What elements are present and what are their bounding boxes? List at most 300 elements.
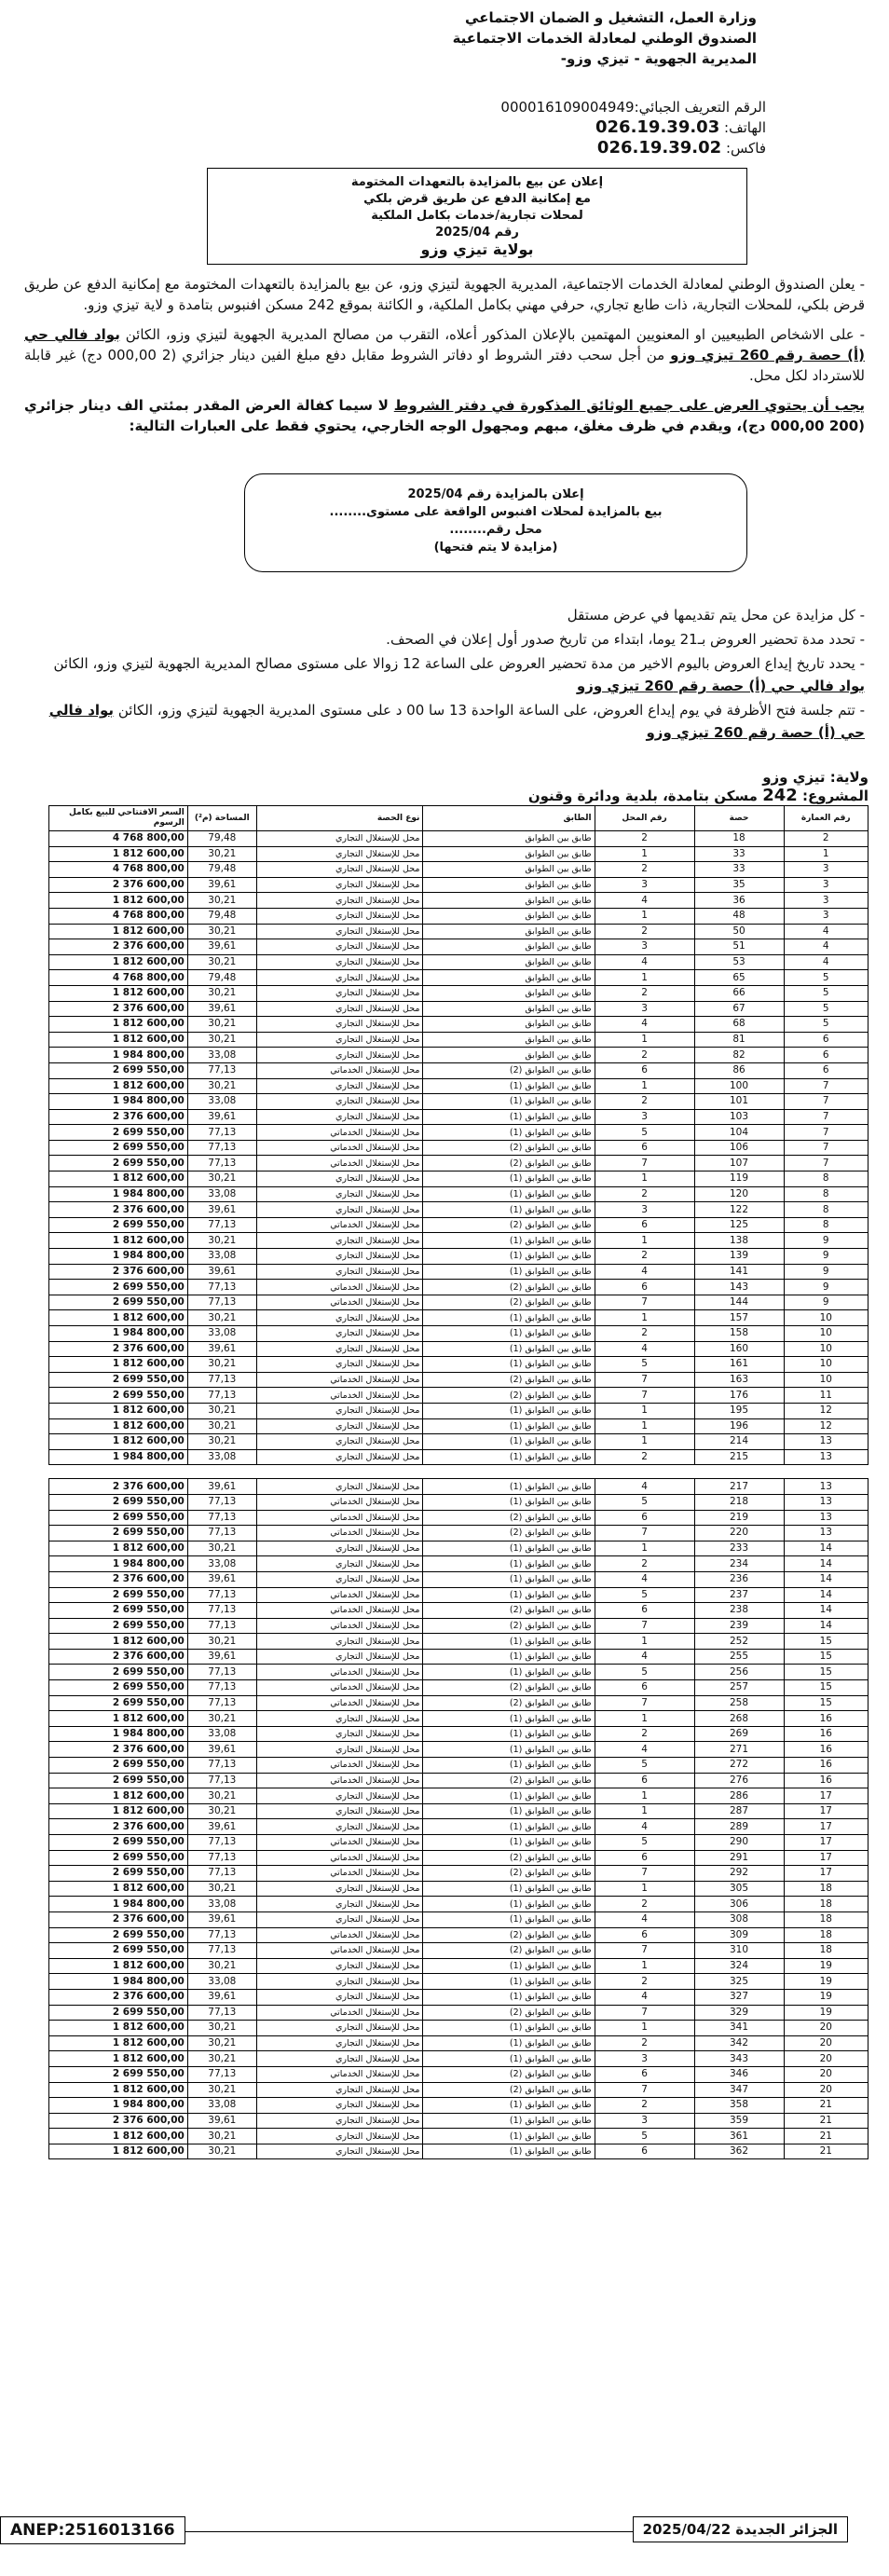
cell-shop-number: 5 [595, 1494, 694, 1510]
cell-area: 77,13 [187, 1156, 256, 1172]
cell-floor: طابق بين الطوابق (1) [423, 1403, 595, 1418]
cell-price: 2 699 550,00 [49, 1695, 188, 1711]
cell-type: محل للإستغلال الخدماتي [256, 1603, 423, 1619]
cell-shop-number: 2 [595, 1974, 694, 1990]
cell-shop-number: 1 [595, 1233, 694, 1249]
requirements-emphasis: يجب أن يحتوي العرض على جميع الوثائق المذكورة في دفتر الشروط [393, 397, 865, 414]
cell-building: 16 [784, 1711, 868, 1727]
cell-price: 2 699 550,00 [49, 1927, 188, 1943]
table-row [49, 2113, 868, 2129]
cell-area: 30,21 [187, 1032, 256, 1048]
envelope-l4: (مزايدة لا يتم فتحها) [433, 541, 558, 555]
cell-area: 30,21 [187, 2144, 256, 2159]
cell-shop-number: 6 [595, 1510, 694, 1526]
cell-price: 1 812 600,00 [49, 924, 188, 939]
notice-title-l2: مع إمكانية الدفع عن طريق قرض بلكي [363, 192, 591, 206]
notice-title-l5: بولاية تيزي وزو [420, 240, 534, 258]
cell-shop-number: 1 [595, 1172, 694, 1187]
cell-price: 1 812 600,00 [49, 1881, 188, 1897]
table-row [49, 1911, 868, 1927]
cell-area: 77,13 [187, 1758, 256, 1774]
cell-building: 5 [784, 1001, 868, 1017]
cell-price: 2 699 550,00 [49, 1680, 188, 1696]
table-row [49, 893, 868, 909]
cell-floor: طابق بين الطوابق (1) [423, 1479, 595, 1495]
cell-shop-number: 7 [595, 1295, 694, 1310]
cell-lot: 158 [694, 1326, 784, 1342]
cell-floor: طابق بين الطوابق (1) [423, 2113, 595, 2129]
table-row [49, 939, 868, 955]
cell-price: 2 699 550,00 [49, 1280, 188, 1295]
cell-shop-number: 1 [595, 1434, 694, 1450]
cell-type: محل للإستغلال الخدماتي [256, 1280, 423, 1295]
cell-building: 8 [784, 1172, 868, 1187]
cell-price: 1 812 600,00 [49, 1032, 188, 1048]
cell-building: 10 [784, 1326, 868, 1342]
cell-floor: طابق بين الطوابق (2) [423, 1217, 595, 1233]
table-row [49, 1711, 868, 1727]
cell-shop-number: 7 [595, 1618, 694, 1634]
cell-floor: طابق بين الطوابق (1) [423, 1788, 595, 1804]
cell-lot: 268 [694, 1711, 784, 1727]
cell-floor: طابق بين الطوابق [423, 1017, 595, 1033]
cell-price: 1 812 600,00 [49, 1434, 188, 1450]
cell-floor: طابق بين الطوابق (1) [423, 1587, 595, 1603]
cell-shop-number: 2 [595, 924, 694, 939]
cell-type: محل للإستغلال الخدماتي [256, 1494, 423, 1510]
cell-lot: 310 [694, 1943, 784, 1959]
cell-price: 2 376 600,00 [49, 1341, 188, 1357]
conditions-list [21, 604, 868, 744]
cell-floor: طابق بين الطوابق (1) [423, 1202, 595, 1218]
cell-type: محل للإستغلال التجاري [256, 1048, 423, 1063]
fax-row [21, 138, 766, 158]
cell-price: 2 699 550,00 [49, 1866, 188, 1882]
cell-building: 9 [784, 1233, 868, 1249]
cell-floor: طابق بين الطوابق [423, 831, 595, 847]
cell-building: 12 [784, 1403, 868, 1418]
cell-area: 79,48 [187, 908, 256, 924]
cell-shop-number: 7 [595, 2082, 694, 2098]
cell-type: محل للإستغلال التجاري [256, 1897, 423, 1912]
cell-floor: طابق بين الطوابق (1) [423, 1711, 595, 1727]
cell-floor: طابق بين الطوابق (2) [423, 1295, 595, 1310]
footer [0, 2516, 848, 2550]
tax-id-row [21, 97, 766, 117]
cell-type: محل للإستغلال التجاري [256, 985, 423, 1001]
cell-area: 77,13 [187, 1372, 256, 1388]
cell-building: 7 [784, 1094, 868, 1110]
table-row [49, 1156, 868, 1172]
cell-shop-number: 5 [595, 1835, 694, 1851]
table-row [49, 1001, 868, 1017]
cell-price: 1 984 800,00 [49, 1449, 188, 1465]
cell-type: محل للإستغلال الخدماتي [256, 1943, 423, 1959]
cell-floor: طابق بين الطوابق (2) [423, 1372, 595, 1388]
table-row [49, 1989, 868, 2005]
cell-area: 30,21 [187, 2129, 256, 2144]
cell-price: 2 699 550,00 [49, 1510, 188, 1526]
header-type: نوع الحصة [256, 806, 423, 831]
cell-area: 33,08 [187, 1186, 256, 1202]
cell-lot: 324 [694, 1958, 784, 1974]
cell-floor: طابق بين الطوابق (2) [423, 1618, 595, 1634]
cell-area: 77,13 [187, 1388, 256, 1404]
cell-type: محل للإستغلال الخدماتي [256, 1510, 423, 1526]
cell-lot: 104 [694, 1125, 784, 1141]
cell-type: محل للإستغلال التجاري [256, 1017, 423, 1033]
cell-floor: طابق بين الطوابق (1) [423, 1109, 595, 1125]
cell-price: 2 376 600,00 [49, 1109, 188, 1125]
cell-lot: 48 [694, 908, 784, 924]
cell-lot: 18 [694, 831, 784, 847]
cell-price: 2 376 600,00 [49, 2113, 188, 2129]
cell-building: 9 [784, 1264, 868, 1280]
cell-floor: طابق بين الطوابق (1) [423, 1341, 595, 1357]
table-row [49, 1094, 868, 1110]
phone-row [21, 117, 766, 138]
table-row [49, 1943, 868, 1959]
cell-lot: 86 [694, 1062, 784, 1078]
cell-type: محل للإستغلال الخدماتي [256, 1927, 423, 1943]
cell-floor: طابق بين الطوابق [423, 877, 595, 893]
cell-type: محل للإستغلال الخدماتي [256, 1758, 423, 1774]
cell-type: محل للإستغلال التجاري [256, 1233, 423, 1249]
cell-area: 33,08 [187, 1974, 256, 1990]
cell-building: 14 [784, 1556, 868, 1572]
table-row [49, 1803, 868, 1819]
cell-lot: 107 [694, 1156, 784, 1172]
cell-shop-number: 7 [595, 1943, 694, 1959]
table-row [49, 1897, 868, 1912]
paragraph-announcement: - يعلن الصندوق الوطني لمعادلة الخدمات الاجتماعية، المديرية الجهوية لتيزي وزو، عن بيع بالمزايدة بالتعهدات المختومة مع إمكانية الدفع عن طريق قرض بلكي، للمحلات التجارية، ذات طابع تجاري، حرفي مهني بكامل الملكية، و الكائنة بموقع 242 مسكن افنبوس بتامدة و لاية تيزي وزو. [24, 276, 865, 313]
cell-floor: طابق بين الطوابق (1) [423, 2035, 595, 2051]
cell-area: 77,13 [187, 1062, 256, 1078]
cell-building: 16 [784, 1726, 868, 1742]
cell-lot: 329 [694, 2005, 784, 2021]
table-row [49, 908, 868, 924]
cell-building: 10 [784, 1372, 868, 1388]
cell-area: 39,61 [187, 1001, 256, 1017]
cell-lot: 141 [694, 1264, 784, 1280]
cell-shop-number: 7 [595, 1695, 694, 1711]
cell-area: 30,21 [187, 1803, 256, 1819]
cell-building: 4 [784, 954, 868, 970]
table-row [49, 1603, 868, 1619]
cell-building: 20 [784, 2035, 868, 2051]
cell-floor: طابق بين الطوابق (1) [423, 1449, 595, 1465]
cell-area: 77,13 [187, 1773, 256, 1788]
cell-price: 2 699 550,00 [49, 1140, 188, 1156]
cell-price: 2 699 550,00 [49, 2005, 188, 2021]
cell-building: 17 [784, 1850, 868, 1866]
cell-type: محل للإستغلال الخدماتي [256, 1140, 423, 1156]
cell-price: 1 984 800,00 [49, 1249, 188, 1265]
cell-type: محل للإستغلال التجاري [256, 1711, 423, 1727]
phone-label: الهاتف: [724, 119, 766, 136]
cell-shop-number: 7 [595, 1526, 694, 1541]
cell-shop-number: 2 [595, 1326, 694, 1342]
table-row [49, 1850, 868, 1866]
table-row [49, 924, 868, 939]
cell-area: 77,13 [187, 1665, 256, 1680]
table-row [49, 1310, 868, 1326]
cell-shop-number: 5 [595, 2129, 694, 2144]
cell-price: 2 376 600,00 [49, 1742, 188, 1758]
cell-building: 15 [784, 1649, 868, 1665]
cell-area: 39,61 [187, 877, 256, 893]
cell-area: 30,21 [187, 2051, 256, 2067]
cell-type: محل للإستغلال التجاري [256, 862, 423, 878]
cell-lot: 100 [694, 1078, 784, 1094]
cell-floor: طابق بين الطوابق (2) [423, 1695, 595, 1711]
cell-price: 1 984 800,00 [49, 1726, 188, 1742]
cell-type: محل للإستغلال التجاري [256, 2021, 423, 2036]
cell-shop-number: 1 [595, 1803, 694, 1819]
cell-area: 39,61 [187, 1479, 256, 1495]
cell-price: 1 812 600,00 [49, 1017, 188, 1033]
withdrawal-text-a: - على الاشخاص الطبيعيين او المعنويين المهتمين بالإعلان المذكور أعلاه، التقرب من مصالح المديرية الجهوية لتيزي وزو، الكائن [119, 326, 865, 343]
cell-area: 30,21 [187, 1233, 256, 1249]
cell-building: 16 [784, 1773, 868, 1788]
table-row [49, 1217, 868, 1233]
cell-floor: طابق بين الطوابق (1) [423, 1310, 595, 1326]
cell-floor: طابق بين الطوابق (2) [423, 1156, 595, 1172]
table-row [49, 1062, 868, 1078]
cell-type: محل للإستغلال التجاري [256, 1418, 423, 1434]
cell-building: 15 [784, 1665, 868, 1680]
cell-lot: 255 [694, 1649, 784, 1665]
cell-building: 13 [784, 1526, 868, 1541]
table-row [49, 1249, 868, 1265]
header-building: رقم العمارة [784, 806, 868, 831]
table-row [49, 1479, 868, 1495]
table-row [49, 1172, 868, 1187]
cell-shop-number: 4 [595, 1017, 694, 1033]
cell-price: 1 812 600,00 [49, 893, 188, 909]
cell-building: 7 [784, 1156, 868, 1172]
cell-floor: طابق بين الطوابق (2) [423, 1062, 595, 1078]
table-row [49, 2082, 868, 2098]
cell-area: 39,61 [187, 1264, 256, 1280]
cell-building: 3 [784, 862, 868, 878]
cell-lot: 342 [694, 2035, 784, 2051]
cell-area: 77,13 [187, 1280, 256, 1295]
cell-lot: 220 [694, 1526, 784, 1541]
cell-building: 6 [784, 1062, 868, 1078]
cell-shop-number: 1 [595, 1032, 694, 1048]
cell-shop-number: 3 [595, 2051, 694, 2067]
cell-type: محل للإستغلال التجاري [256, 939, 423, 955]
cell-type: محل للإستغلال التجاري [256, 831, 423, 847]
cell-type: محل للإستغلال التجاري [256, 893, 423, 909]
cell-type: محل للإستغلال التجاري [256, 1449, 423, 1465]
table-row [49, 1665, 868, 1680]
cell-type: محل للإستغلال الخدماتي [256, 1295, 423, 1310]
cell-building: 10 [784, 1357, 868, 1373]
table-row [49, 1233, 868, 1249]
cell-building: 18 [784, 1881, 868, 1897]
cell-building: 20 [784, 2082, 868, 2098]
cell-type: محل للإستغلال التجاري [256, 1032, 423, 1048]
table-row [49, 1819, 868, 1835]
table-row [49, 1618, 868, 1634]
cell-type: محل للإستغلال الخدماتي [256, 1866, 423, 1882]
cell-building: 15 [784, 1680, 868, 1696]
cell-area: 39,61 [187, 1989, 256, 2005]
cell-shop-number: 1 [595, 1881, 694, 1897]
cell-shop-number: 1 [595, 1310, 694, 1326]
cell-price: 1 812 600,00 [49, 1310, 188, 1326]
cell-price: 2 376 600,00 [49, 1911, 188, 1927]
cell-type: محل للإستغلال التجاري [256, 1357, 423, 1373]
cell-price: 1 812 600,00 [49, 2035, 188, 2051]
cell-price: 2 376 600,00 [49, 1479, 188, 1495]
table-row [49, 2005, 868, 2021]
cell-building: 21 [784, 2098, 868, 2114]
cell-building: 16 [784, 1742, 868, 1758]
cell-type: محل للإستغلال التجاري [256, 1434, 423, 1450]
cell-area: 77,13 [187, 1140, 256, 1156]
cell-building: 3 [784, 877, 868, 893]
cell-type: محل للإستغلال التجاري [256, 954, 423, 970]
cell-area: 39,61 [187, 1341, 256, 1357]
cell-floor: طابق بين الطوابق (1) [423, 1726, 595, 1742]
cell-price: 1 812 600,00 [49, 1958, 188, 1974]
cell-area: 30,21 [187, 1788, 256, 1804]
cell-area: 30,21 [187, 1172, 256, 1187]
cell-lot: 161 [694, 1357, 784, 1373]
table-row [49, 1109, 868, 1125]
cell-type: محل للإستغلال الخدماتي [256, 1587, 423, 1603]
requirements-text: لا سيما كفالة العرض المقدر بمئتي الف دينار جزائري (200 000,00 دج)، ويقدم في ظرف مغلق، مبهم ومجهول الوجه الخارجي، يحتوي فقط على العبارات التالية: [24, 397, 865, 434]
cell-floor: طابق بين الطوابق (1) [423, 1233, 595, 1249]
project-desc: مسكن بتامدة، بلدية ودائرة وقنون [527, 788, 763, 804]
cell-price: 2 376 600,00 [49, 1264, 188, 1280]
cell-price: 2 699 550,00 [49, 1372, 188, 1388]
table-row [49, 2144, 868, 2159]
cell-type: محل للإستغلال التجاري [256, 1571, 423, 1587]
cell-shop-number: 1 [595, 1958, 694, 1974]
cell-area: 33,08 [187, 1556, 256, 1572]
cell-type: محل للإستغلال الخدماتي [256, 2066, 423, 2082]
cell-type: محل للإستغلال الخدماتي [256, 1372, 423, 1388]
cell-area: 33,08 [187, 1048, 256, 1063]
cell-area: 39,61 [187, 939, 256, 955]
table-row [49, 1295, 868, 1310]
cell-area: 77,13 [187, 1866, 256, 1882]
cell-shop-number: 4 [595, 893, 694, 909]
cell-shop-number: 1 [595, 846, 694, 862]
table-row [49, 1866, 868, 1882]
cell-floor: طابق بين الطوابق (1) [423, 1541, 595, 1556]
cell-floor: طابق بين الطوابق (1) [423, 1649, 595, 1665]
table-row [49, 2021, 868, 2036]
cell-shop-number: 5 [595, 1357, 694, 1373]
fax-value: 026.19.39.02 [596, 138, 722, 158]
cell-area: 30,21 [187, 1078, 256, 1094]
cell-lot: 325 [694, 1974, 784, 1990]
cell-shop-number: 4 [595, 1649, 694, 1665]
cell-type: محل للإستغلال الخدماتي [256, 1680, 423, 1696]
cell-building: 10 [784, 1341, 868, 1357]
cell-lot: 287 [694, 1803, 784, 1819]
table-row [49, 1773, 868, 1788]
cell-shop-number: 3 [595, 877, 694, 893]
table-row [49, 1958, 868, 1974]
cell-lot: 51 [694, 939, 784, 955]
table-row [49, 1326, 868, 1342]
cell-lot: 103 [694, 1109, 784, 1125]
cell-floor: طابق بين الطوابق (2) [423, 2082, 595, 2098]
table-row [49, 1835, 868, 1851]
cell-area: 39,61 [187, 1202, 256, 1218]
cell-area: 77,13 [187, 1850, 256, 1866]
cell-lot: 341 [694, 2021, 784, 2036]
cell-lot: 36 [694, 893, 784, 909]
cell-area: 30,21 [187, 1418, 256, 1434]
table-row [49, 1788, 868, 1804]
cell-building: 7 [784, 1140, 868, 1156]
cell-shop-number: 3 [595, 1202, 694, 1218]
cell-price: 2 699 550,00 [49, 1758, 188, 1774]
cell-type: محل للإستغلال الخدماتي [256, 1062, 423, 1078]
table-row [49, 2051, 868, 2067]
cell-floor: طابق بين الطوابق (1) [423, 1571, 595, 1587]
cell-price: 2 699 550,00 [49, 1295, 188, 1310]
project-prefix: المشروع: [797, 788, 868, 804]
cell-price: 2 376 600,00 [49, 939, 188, 955]
cell-price: 1 984 800,00 [49, 1556, 188, 1572]
cell-price: 1 812 600,00 [49, 2129, 188, 2144]
cell-shop-number: 5 [595, 1125, 694, 1141]
cell-lot: 233 [694, 1541, 784, 1556]
cell-price: 1 812 600,00 [49, 1634, 188, 1650]
cell-area: 77,13 [187, 1680, 256, 1696]
cell-floor: طابق بين الطوابق [423, 954, 595, 970]
cell-floor: طابق بين الطوابق (2) [423, 2005, 595, 2021]
cell-building: 16 [784, 1758, 868, 1774]
cell-shop-number: 4 [595, 1479, 694, 1495]
cell-floor: طابق بين الطوابق (2) [423, 1927, 595, 1943]
cell-area: 39,61 [187, 2113, 256, 2129]
cell-lot: 291 [694, 1850, 784, 1866]
cell-lot: 238 [694, 1603, 784, 1619]
cell-shop-number: 6 [595, 1280, 694, 1295]
project-info [21, 768, 868, 805]
cell-lot: 258 [694, 1695, 784, 1711]
cell-lot: 361 [694, 2129, 784, 2144]
cell-price: 4 768 800,00 [49, 908, 188, 924]
cell-building: 3 [784, 908, 868, 924]
cell-area: 30,21 [187, 2021, 256, 2036]
cell-building: 9 [784, 1280, 868, 1295]
table-row [49, 1280, 868, 1295]
cell-shop-number: 2 [595, 2035, 694, 2051]
cell-lot: 195 [694, 1403, 784, 1418]
cell-shop-number: 6 [595, 2066, 694, 2082]
cell-building: 17 [784, 1835, 868, 1851]
cell-floor: طابق بين الطوابق [423, 985, 595, 1001]
cell-area: 33,08 [187, 1249, 256, 1265]
project-count: 242 [762, 786, 798, 805]
cell-type: محل للإستغلال الخدماتي [256, 1773, 423, 1788]
cell-shop-number: 7 [595, 1372, 694, 1388]
cell-lot: 217 [694, 1479, 784, 1495]
cell-lot: 286 [694, 1788, 784, 1804]
cell-lot: 290 [694, 1835, 784, 1851]
cell-area: 30,21 [187, 2035, 256, 2051]
